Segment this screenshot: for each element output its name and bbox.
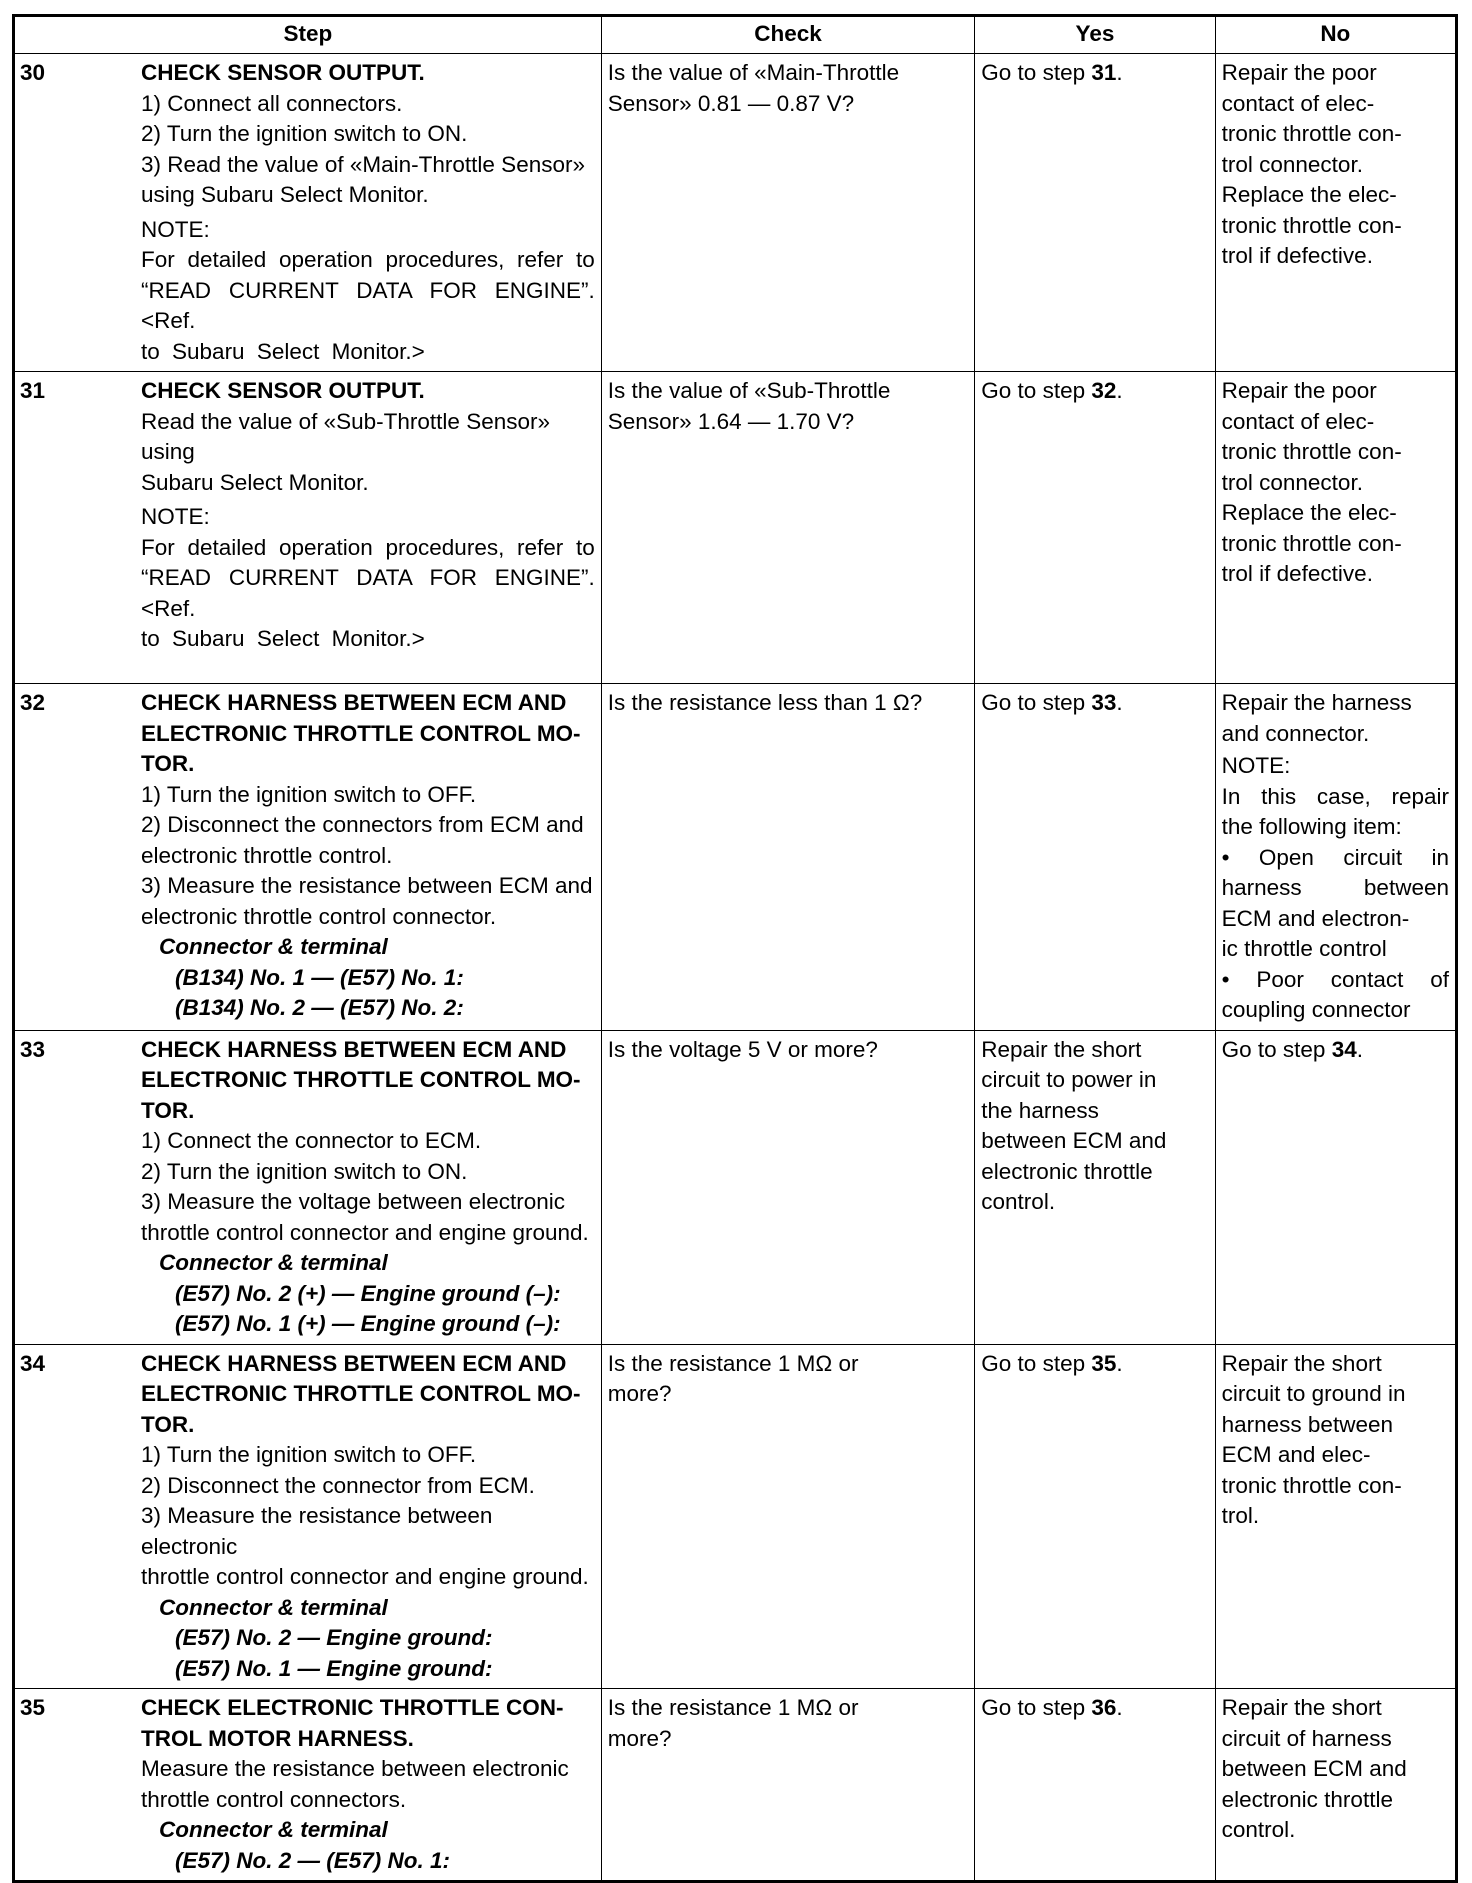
step-instruction: throttle control connector and engine ground. [141,1564,589,1589]
step-instruction: using Subaru Select Monitor. [141,182,429,207]
no-note-text: • Poor contact of [1221,966,1449,992]
no-goto-suffix: . [1356,1036,1363,1062]
check-text: more? [607,1725,672,1751]
connector-terminal: (E57) No. 2 — (E57) No. 1: [175,1847,451,1873]
no-text: circuit to ground in [1221,1381,1406,1406]
yes-goto-label: Go to step [981,60,1092,85]
step-instruction: throttle control connector and engine ground. [141,1219,589,1245]
yes-cell [975,684,1215,1031]
no-text: control. [1221,1817,1296,1842]
no-note-text: the following item: [1221,814,1402,839]
step-title: TOR. [141,751,195,776]
check-cell [601,1344,975,1689]
connector-label: Connector & terminal [159,1817,388,1842]
step-title: CHECK HARNESS BETWEEN ECM AND [141,690,567,715]
yes-goto-label: Go to step [981,1350,1092,1376]
connector-terminal: (E57) No. 1 (+) — Engine ground (–): [175,1311,561,1336]
table-row-step-33 [15,1030,1456,1344]
no-text: harness between [1221,1411,1393,1437]
check-text: Sensor» 1.64 — 1.70 V? [607,408,855,434]
connector-label: Connector & terminal [159,934,388,959]
yes-text: the harness [981,1097,1099,1123]
check-cell [601,1030,975,1344]
step-title: TROL MOTOR HARNESS. [141,1725,414,1751]
yes-goto-suffix: . [1116,378,1123,403]
no-text: trol connector. [1221,151,1363,177]
note-label: NOTE: [141,504,210,529]
step-number: 30 [20,60,46,85]
step-instruction: 3) Measure the resistance between ECM and [141,873,593,898]
no-text: trol if defective. [1221,561,1373,586]
step-title: TOR. [141,1097,195,1123]
step-title: CHECK SENSOR OUTPUT. [141,378,425,403]
table-row-step-35 [15,1689,1456,1881]
yes-cell [975,1030,1215,1344]
header-row [15,17,1456,54]
yes-goto-step: 33 [1091,690,1117,715]
yes-goto-label: Go to step [981,690,1092,715]
no-text: trol. [1221,1503,1260,1528]
step-number: 34 [20,1350,46,1376]
step-instruction: 3) Read the value of «Main-Throttle Sensor» [141,151,585,177]
check-text: Is the resistance less than 1 Ω? [607,690,923,715]
no-text: tronic throttle con- [1221,121,1402,146]
step-title: ELECTRONIC THROTTLE CONTROL MO- [141,1381,581,1406]
no-text: trol connector. [1221,469,1363,495]
step-cell [15,372,602,684]
step-title: CHECK ELECTRONIC THROTTLE CON- [141,1695,564,1720]
connector-label: Connector & terminal [159,1594,388,1620]
check-text: Is the resistance 1 MΩ or [607,1695,859,1720]
check-text: Is the voltage 5 V or more? [607,1036,878,1062]
note-text: to Subaru Select Monitor.> [141,626,425,651]
yes-text: control. [981,1189,1056,1214]
step-instruction: 2) Disconnect the connector from ECM. [141,1472,535,1498]
no-text: Repair the poor [1221,60,1377,85]
step-title: CHECK HARNESS BETWEEN ECM AND [141,1036,567,1062]
header-yes: Yes [975,17,1215,54]
no-text: Repair the short [1221,1350,1382,1376]
no-cell [1215,1344,1455,1689]
step-instruction: Subaru Select Monitor. [141,469,369,495]
step-instruction: 3) Measure the voltage between electronic [141,1189,565,1214]
no-note-label: NOTE: [1221,753,1291,778]
step-title: ELECTRONIC THROTTLE CONTROL MO- [141,1067,581,1092]
yes-goto-suffix: . [1116,60,1123,85]
step-instruction: 2) Disconnect the connectors from ECM and [141,812,584,837]
no-text: Repair the poor [1221,378,1377,403]
yes-goto-suffix: . [1116,690,1123,715]
step-instruction: 1) Turn the ignition switch to OFF. [141,1442,477,1467]
check-text: Is the value of «Main-Throttle [607,60,900,85]
no-text: ECM and elec- [1221,1442,1371,1467]
no-text: tronic throttle con- [1221,1472,1402,1498]
yes-cell [975,1344,1215,1689]
step-title: CHECK SENSOR OUTPUT. [141,60,425,85]
no-goto-step: 34 [1331,1036,1357,1062]
step-cell [15,1030,602,1344]
step-title: CHECK HARNESS BETWEEN ECM AND [141,1350,567,1376]
no-text: electronic throttle [1221,1786,1393,1812]
no-text: circuit of harness [1221,1725,1392,1751]
no-cell [1215,1030,1455,1344]
yes-text: between ECM and [981,1128,1167,1153]
no-text: Replace the elec- [1221,182,1397,207]
note-label: NOTE: [141,216,210,242]
connector-terminal: (B134) No. 1 — (E57) No. 1: [175,964,464,990]
check-cell [601,54,975,372]
step-number: 35 [20,1695,46,1720]
header-check: Check [601,17,975,54]
yes-goto-suffix: . [1116,1350,1123,1376]
connector-label: Connector & terminal [159,1250,388,1275]
step-instruction: Read the value of «Sub-Throttle Sensor» using [141,408,550,464]
no-note-text: • Open circuit in [1221,844,1449,870]
no-text: Repair the harness [1221,690,1412,715]
step-title: TOR. [141,1411,195,1437]
no-note-text: coupling connector [1221,997,1411,1022]
step-title: ELECTRONIC THROTTLE CONTROL MO- [141,720,581,746]
no-cell [1215,684,1455,1031]
check-cell [601,1689,975,1881]
step-instruction: Measure the resistance between electronic [141,1756,569,1781]
step-cell [15,684,602,1031]
no-cell [1215,54,1455,372]
step-instruction: 2) Turn the ignition switch to ON. [141,121,468,146]
connector-terminal: (E57) No. 1 — Engine ground: [175,1655,493,1681]
no-text: tronic throttle con- [1221,439,1402,464]
diagnostic-table-sheet [12,14,1458,1883]
yes-goto-label: Go to step [981,1695,1092,1720]
connector-terminal: (B134) No. 2 — (E57) No. 2: [175,995,464,1020]
no-text: tronic throttle con- [1221,530,1402,556]
check-cell [601,372,975,684]
note-text: For detailed operation procedures, refer to [141,534,595,560]
connector-terminal: (E57) No. 2 — Engine ground: [175,1625,493,1650]
no-text: tronic throttle con- [1221,212,1402,238]
yes-goto-step: 31 [1091,60,1117,85]
step-number: 33 [20,1036,46,1062]
no-text: trol if defective. [1221,243,1373,268]
step-instruction: electronic throttle control. [141,842,393,868]
check-text: Sensor» 0.81 — 0.87 V? [607,90,855,116]
step-cell [15,54,602,372]
yes-cell [975,372,1215,684]
no-text: contact of elec- [1221,90,1375,116]
step-instruction: 1) Connect all connectors. [141,90,403,116]
no-goto-label: Go to step [1221,1036,1332,1062]
no-note-text: ECM and electron- [1221,905,1410,931]
step-instruction: 2) Turn the ignition switch to ON. [141,1158,468,1184]
note-text: “READ CURRENT DATA FOR ENGINE”. <Ref. [141,565,595,621]
step-instruction: throttle control connectors. [141,1786,407,1812]
no-text: Replace the elec- [1221,500,1397,525]
step-instruction: electronic throttle control connector. [141,903,497,929]
step-instruction: 1) Turn the ignition switch to OFF. [141,781,477,807]
no-text: contact of elec- [1221,408,1375,434]
step-cell [15,1344,602,1689]
no-text: Repair the short [1221,1695,1382,1720]
yes-goto-step: 35 [1091,1350,1117,1376]
check-text: Is the resistance 1 MΩ or [607,1350,859,1376]
step-number: 31 [20,378,46,403]
check-text: Is the value of «Sub-Throttle [607,378,891,403]
table-row-step-30 [15,54,1456,372]
note-text: “READ CURRENT DATA FOR ENGINE”. <Ref. [141,277,595,333]
yes-goto-step: 36 [1091,1695,1117,1720]
yes-text: circuit to power in [981,1067,1157,1092]
no-text: and connector. [1221,720,1370,746]
yes-goto-label: Go to step [981,378,1092,403]
header-step: Step [15,17,602,54]
step-cell [15,1689,602,1881]
table-row-step-32 [15,684,1456,1031]
yes-text: electronic throttle [981,1158,1153,1184]
no-note-text: harness between [1221,875,1449,900]
check-text: more? [607,1381,672,1406]
yes-goto-suffix: . [1116,1695,1123,1720]
no-note-text: In this case, repair [1221,783,1449,809]
check-cell [601,684,975,1031]
no-cell [1215,372,1455,684]
note-text: For detailed operation procedures, refer to [141,247,595,272]
yes-cell [975,54,1215,372]
yes-goto-step: 32 [1091,378,1117,403]
note-text: to Subaru Select Monitor.> [141,338,425,364]
yes-text: Repair the short [981,1036,1142,1062]
table-row-step-34 [15,1344,1456,1689]
yes-cell [975,1689,1215,1881]
connector-terminal: (E57) No. 2 (+) — Engine ground (–): [175,1280,561,1306]
no-cell [1215,1689,1455,1881]
header-no: No [1215,17,1455,54]
step-instruction: 1) Connect the connector to ECM. [141,1128,482,1153]
no-text: between ECM and [1221,1756,1407,1781]
step-instruction: 3) Measure the resistance between electronic [141,1503,493,1559]
diagnostic-table [14,16,1456,1881]
no-note-text: ic throttle control [1221,936,1387,961]
step-number: 32 [20,690,46,715]
table-row-step-31 [15,372,1456,684]
